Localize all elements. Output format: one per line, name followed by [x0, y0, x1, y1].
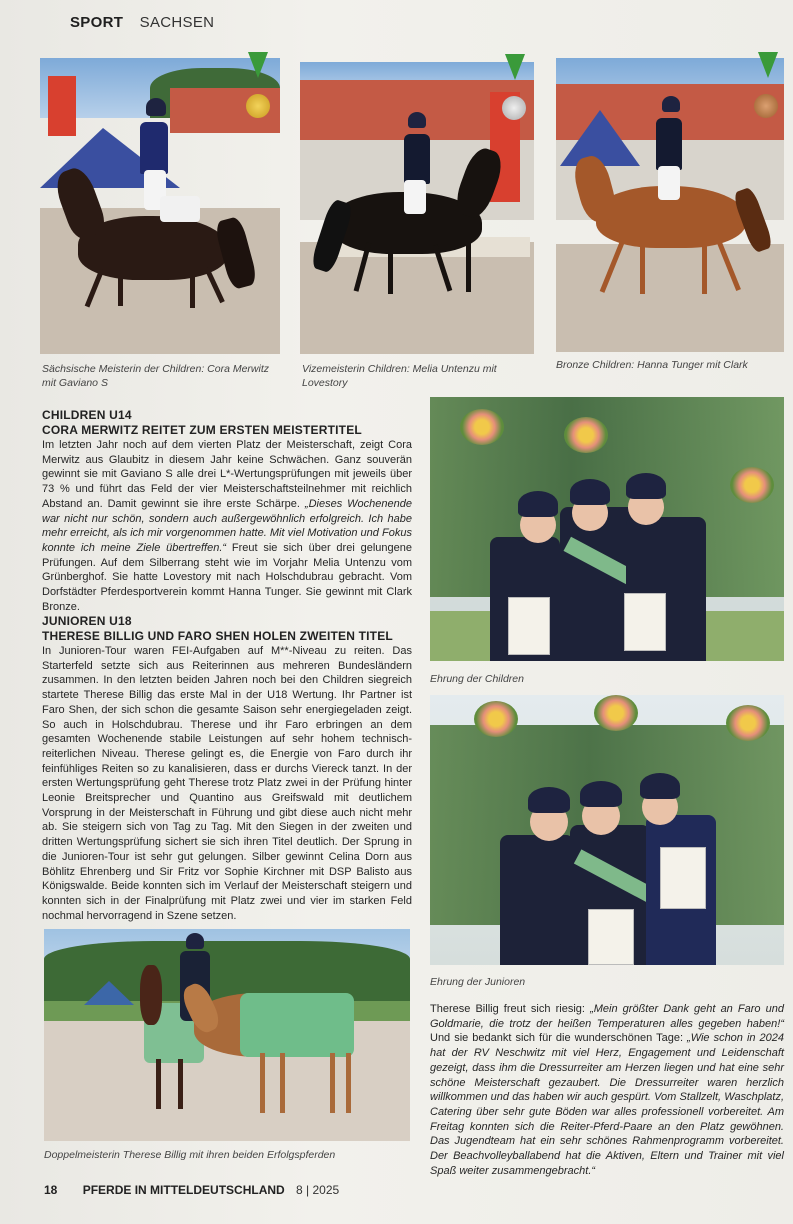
- closing-text-b: Und sie bedankt sich für die wunderschönen Tage:: [430, 1032, 688, 1045]
- closing-body: [430, 1002, 784, 1178]
- children-text-a: Im letzten Jahr noch auf dem vierten Platz der Meisterschaft, zeigt Cora Merwitz aus Glaubitz in diesem Jahr keine Schwächen. Ganz souverän gewinnt sie mit Gaviano S alle drei L*-Wertungsprüfungen mit jeweils über 73 % und führt das Feld der vier Meisterschaftsteilnehmer mit reichlich Abstand an. Damit gewinnt sie ihre erste Schärpe.: [42, 439, 412, 510]
- junioren-body: In Junioren-Tour waren FEI-Aufgaben auf M**-Niveau zu reiten. Das Starterfeld setzte sich aus Reiterinnen aus mehreren Bundesländern zusammen. In den letzten beiden Jahren noch bei den Children siegreich startete Therese Billig das erste Mal in der U18 Wertung. Ihr Partner ist Faro Shen, der sich schon die gesamte Saison sehr energiegeladen zeigt. So auch in Holschdubrau. Therese und ihr Faro erbringen an dem gesamten Wochenende stabile Leistungen auf sehr hohem technisch-reiterlichen Niveau. Therese gelingt es, die Energie von Faro durch ihr feinfühliges Reiten so zu kanalisieren, dass er durchs Viereck tanzt. In der ersten Wertungsprüfung geht Therese trotz Platz zwei in der Prüfung hinter Leonie Breitsprecher und Quantino aus Greifswald mit deutlichem Vorsprung in der Meisterschaft in Führung und gibt diese auch nicht mehr ab. Sie steigern sich von Tag zu Tag. Mit den Siegen in der zweiten und dritten Wertungsprüfung sichert sie sich ihren Titel deutlich. Der Sprung in die Junioren-Tour ist sehr gut gelungen. Silber gewinnt Celina Dorn aus Böhlitz Ehrenberg und Sir Fritz vor Sophie Kirchner mit DSP Balisto aus Königswalde. Beide konnten sich im Verlauf der Meisterschaft steigern und konnten sich in der Finalprüfung mit Platz zwei und vier im starken Feld nochmal hervorragend in Szene setzen.: [42, 645, 412, 922]
- ribbon-icon: [505, 54, 525, 80]
- photo-double-champion: [44, 929, 410, 1141]
- photo-hanna-tunger: [556, 58, 784, 352]
- photo-junioren-ceremony: [430, 695, 784, 965]
- children-text-b: Freut sie sich über drei gelungene Prüfungen. Auf dem Silberrang steht wie im Vorjahr Melia Untenzu vom Grünberghof. Sie hatte Lovestory mit nach Holschdubrau gebracht. Vom Dorfstädter Pferdesportverein kommt Hanna Tunger. Sie gewinnt mit Clark Bronze.: [42, 541, 412, 613]
- issue-number: 8 | 2025: [296, 1183, 340, 1197]
- caption-hanna-tunger: Bronze Children: Hanna Tunger mit Clark: [556, 359, 748, 371]
- section-label: SPORT: [70, 14, 124, 31]
- caption-children-ceremony: Ehrung der Children: [430, 673, 524, 685]
- closing-quote-b: „Wie schon in 2024 hat der RV Neschwitz mit viel Herz, Engagement und Leidenschaft gezeigt, dass ihm die Dressurreiter am Herzen liegen und hat eine sehr schöne Meisterschaft gezaubert. Die Dressurreiter waren herzlich willkommen und das haben wir auch gespürt. Vom Stallzelt, Waschplatz, Catering über sehr gute Böden war alles professionell vorbereitet. Am Freitag konnten sich die Reiter-Pferd-Paare an den Platz gewöhnen. Das Jugendteam hat ein sehr schönes Rahmenprogramm vorbereitet. Der Beachvolleyballabend hat die Aktiven, Eltern und Trainer mit viel Spaß weiter zusammengebracht.“: [430, 1032, 784, 1177]
- ribbon-icon: [758, 52, 778, 78]
- caption-junioren-ceremony: Ehrung der Junioren: [430, 976, 526, 988]
- gold-medal-icon: [246, 94, 270, 118]
- region-label: SACHSEN: [139, 14, 215, 31]
- caption-cora-merwitz: Sächsische Meisterin der Children: Cora Merwitz mit Gaviano S: [42, 363, 269, 389]
- photo-melia-untenzu: [300, 62, 534, 354]
- ribbon-icon: [248, 52, 268, 78]
- closing-text-a: Therese Billig freut sich riesig:: [430, 1003, 591, 1015]
- children-body: [42, 438, 412, 614]
- page-footer: [44, 1183, 339, 1197]
- caption-melia-untenzu: Vizemeisterin Children: Melia Untenzu mit Lovestory: [302, 363, 497, 389]
- children-headline: CORA MERWITZ REITET ZUM ERSTEN MEISTERTITEL: [42, 423, 362, 437]
- children-kicker: CHILDREN U14: [42, 408, 132, 422]
- page-number: 18: [44, 1183, 58, 1197]
- junioren-headline: THERESE BILLIG UND FARO SHEN HOLEN ZWEITEN TITEL: [42, 629, 393, 643]
- caption-double-champion: Doppelmeisterin Therese Billig mit ihren beiden Erfolgspferden: [44, 1149, 336, 1161]
- page-header: [70, 14, 214, 31]
- silver-medal-icon: [502, 96, 526, 120]
- photo-cora-merwitz: [40, 58, 280, 354]
- bronze-medal-icon: [754, 94, 778, 118]
- junioren-kicker: JUNIOREN U18: [42, 614, 132, 628]
- photo-children-ceremony: [430, 397, 784, 661]
- children-quote: „Dieses Wochenende war nicht nur schön, sondern auch außergewöhnlich erfolgreich. Ich habe mehr erreicht, als ich mir vorgenommen hatte. Mit viel Motivation und Fokus konnte ich meine Ziele übertreffen.“: [42, 497, 412, 554]
- closing-quote-a: „Mein größter Dank geht an Faro und Goldmarie, die trotz der heißen Temperaturen alles gegeben haben!“: [430, 1003, 784, 1030]
- magazine-title: PFERDE IN MITTELDEUTSCHLAND: [82, 1183, 285, 1197]
